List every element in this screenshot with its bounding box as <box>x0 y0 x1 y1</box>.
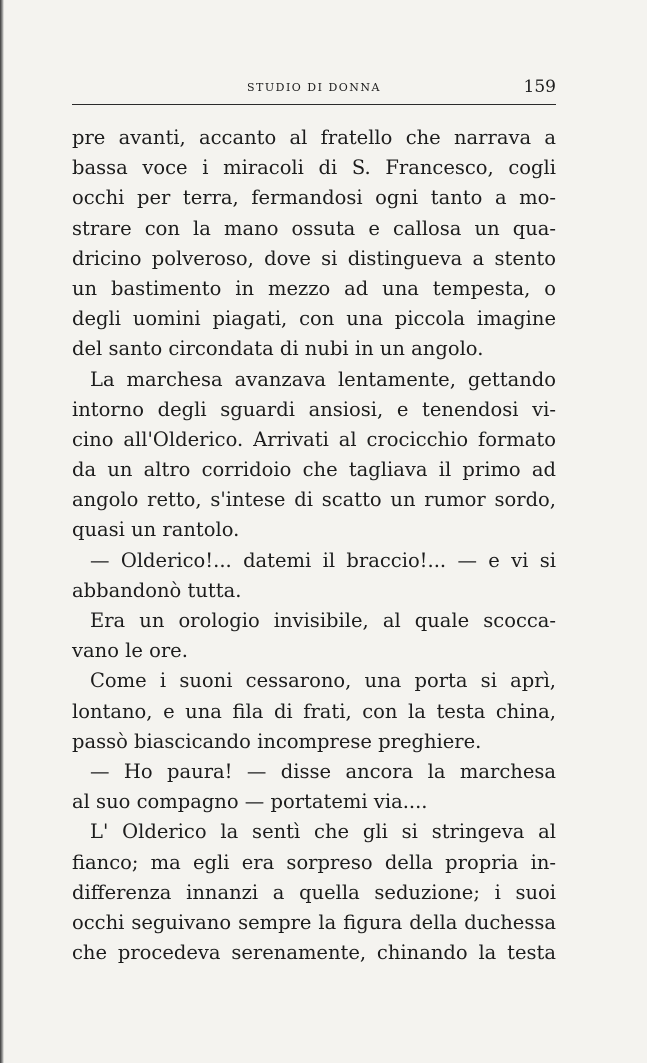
text-line: occhi per terra, fermandosi ogni tanto a mo- <box>72 186 556 210</box>
text-line: dricino polveroso, dove si distingueva a stento <box>72 246 556 270</box>
text-line: fianco; ma egli era sorpreso della propria in- <box>72 850 556 874</box>
text-line: lontano, e una fila di frati, con la testa china, <box>72 699 556 723</box>
text-line: un bastimento in mezzo ad una tempesta, o <box>72 276 556 300</box>
running-title: STUDIO DI DONNA <box>246 81 381 94</box>
text-line: passò biascicando incomprese preghiere. <box>72 729 482 753</box>
text-line: del santo circondata di nubi in un angolo. <box>72 337 484 361</box>
text-line: angolo retto, s'intese di scatto un rumor sordo, <box>72 488 556 512</box>
text-line: pre avanti, accanto al fratello che narrava a <box>72 126 556 149</box>
text-line: abbandonò tutta. <box>72 578 242 602</box>
text-line: quasi un rantolo. <box>72 518 240 542</box>
text-line: differenza innanzi a quella seduzione; i suoi <box>72 880 556 904</box>
page-edge <box>0 0 4 1063</box>
text-line: cino all'Olderico. Arrivati al crocicchio formato <box>72 427 556 451</box>
body-text <box>72 123 556 968</box>
text-line: strare con la mano ossuta e callosa un qua- <box>72 216 556 240</box>
running-head <box>72 77 556 99</box>
text-line: La marchesa avanzava lentamente, gettando <box>90 367 556 391</box>
text-line: da un altro corridoio che tagliava il primo ad <box>72 458 556 482</box>
text-line: che procedeva serenamente, chinando la testa <box>72 941 556 965</box>
header-rule <box>72 104 556 105</box>
text-line: Come i suoni cessarono, una porta si aprì, <box>90 669 556 693</box>
text-line: vano le ore. <box>72 639 188 663</box>
text-line: — Olderico!... datemi il braccio!... — e vi si <box>90 548 556 572</box>
text-line: — Ho paura! — disse ancora la marchesa <box>90 759 556 783</box>
text-line: intorno degli sguardi ansiosi, e tenendosi vi- <box>72 397 556 421</box>
page-number: 159 <box>523 77 556 97</box>
text-line: L' Olderico la sentì che gli si stringeva al <box>90 820 556 844</box>
text-line: Era un orologio invisibile, al quale scocca- <box>90 609 556 632</box>
text-line: degli uomini piagati, con una piccola imagine <box>72 307 556 331</box>
text-line: occhi seguivano sempre la figura della duchessa <box>72 910 556 934</box>
text-line: bassa voce i miracoli di S. Francesco, cogli <box>72 156 556 180</box>
text-line: al suo compagno — portatemi via.... <box>72 790 428 814</box>
